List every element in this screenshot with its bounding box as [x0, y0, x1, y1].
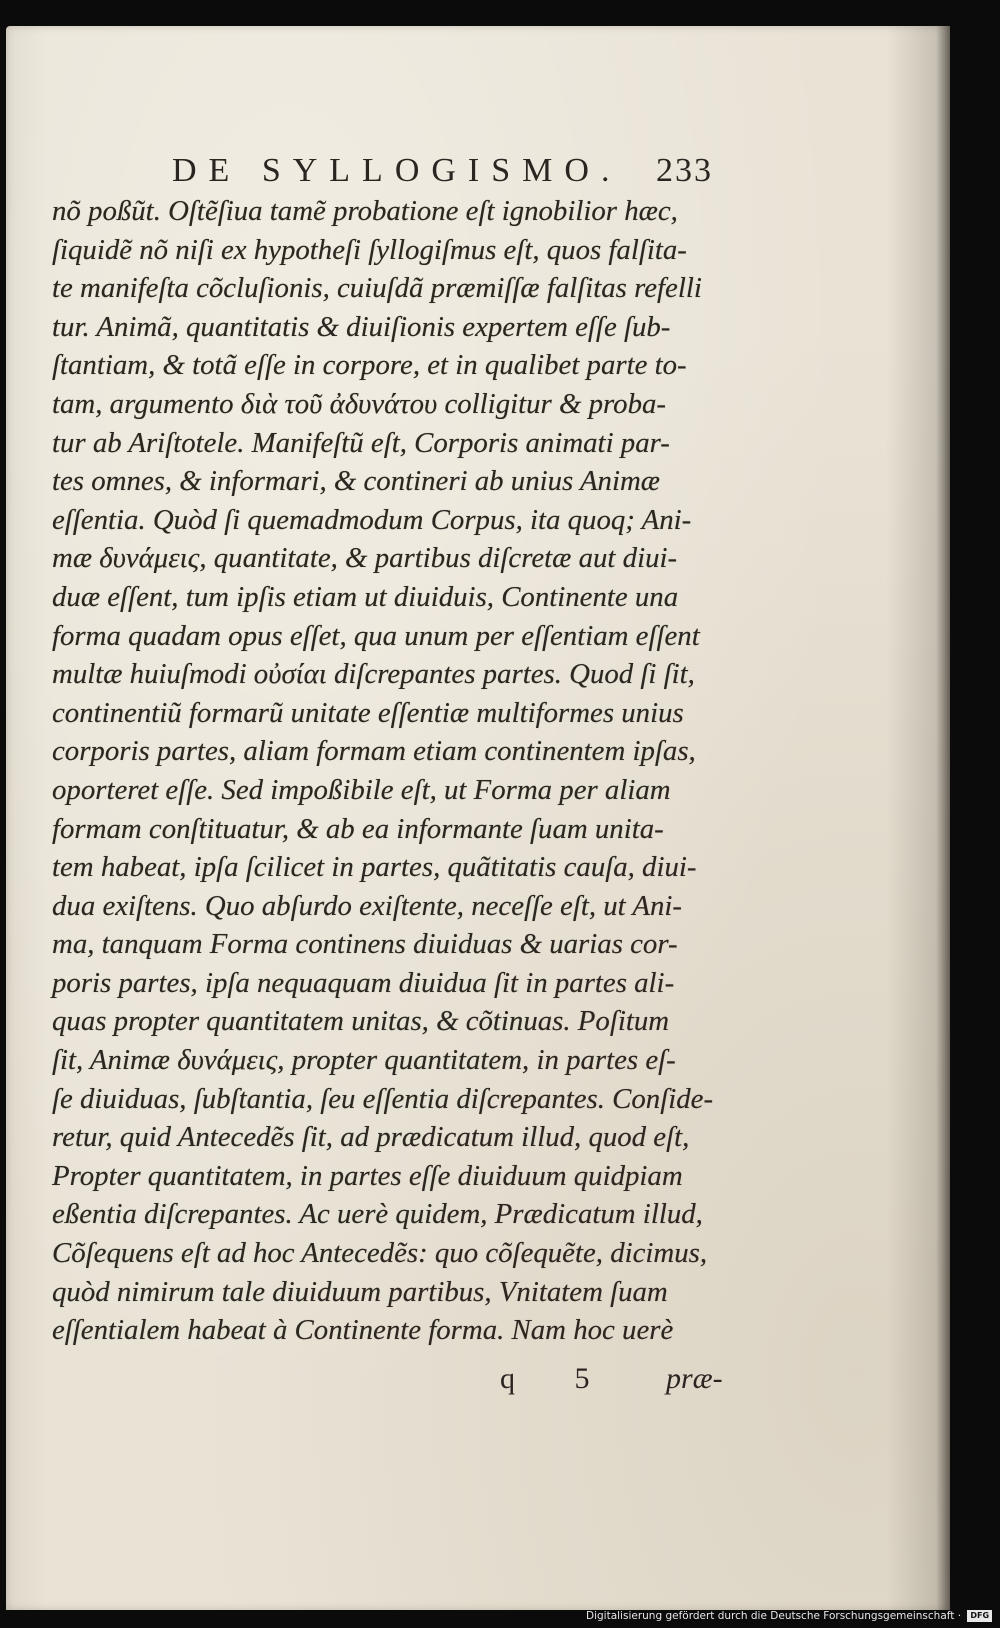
page-footer — [500, 1362, 740, 1402]
text-line: oporteret eſſe. Sed impoßibile eſt, ut Forma per aliam — [52, 773, 671, 806]
credit-text: Digitalisierung gefördert durch die Deutsche Forschungsgemeinschaft · — [586, 1610, 962, 1622]
digitization-credit — [586, 1610, 996, 1626]
text-line: eßentia diſcrepantes. Ac uerè quidem, Prædicatum illud, — [52, 1198, 703, 1231]
page-number: 233 — [656, 152, 713, 189]
text-line: tur. Animã, quantitatis & diuiſionis expertem eſſe ſub- — [52, 310, 671, 343]
text-line: mæ δυνάμεις, quantitate, & partibus diſcretæ aut diui- — [52, 542, 678, 575]
page-binding-shadow — [936, 26, 950, 1610]
text-line: poris partes, ipſa nequaquam diuidua ſit in partes ali- — [52, 966, 675, 999]
text-line: ſe diuiduas, ſubſtantia, ſeu eſſentia diſcrepantes. Conſide- — [52, 1082, 714, 1115]
text-line: ſit, Animæ δυνάμεις, propter quantitatem, in partes eſ- — [52, 1044, 676, 1077]
page-header — [172, 140, 772, 190]
body-text — [52, 192, 732, 1350]
running-title: DE SYLLOGISMO. — [172, 152, 622, 189]
text-line: quòd nimirum tale diuiduum partibus, Vnitatem ſuam — [52, 1275, 668, 1308]
text-line: forma quadam opus eſſet, qua unum per eſſentiam eſſent — [52, 619, 700, 652]
text-line: continentiũ formarũ unitate eſſentiæ multiformes unius — [52, 696, 684, 729]
text-line: eſſentia. Quòd ſi quemadmodum Corpus, ita quoq; Ani- — [52, 503, 692, 536]
text-line: nõ poßũt. Oſtẽſiua tamẽ probatione eſt ignobilior hæc, — [52, 195, 678, 227]
text-line: tam, argumento διὰ τοῦ ἀδυνάτου colligitur & proba- — [52, 387, 666, 420]
text-line: Cõſequens eſt ad hoc Antecedẽs: quo cõſequẽte, dicimus, — [52, 1237, 708, 1270]
catchword: præ- — [666, 1362, 723, 1395]
text-line: multæ huiuſmodi οὐσίαι diſcrepantes partes. Quod ſi ſit, — [52, 658, 695, 691]
text-line: te manifeſta cõcluſionis, cuiuſdã præmiſſæ falſitas refelli — [52, 272, 702, 305]
text-line: duæ eſſent, tum ipſis etiam ut diuiduis, Continente una — [52, 580, 679, 613]
dfg-logo: DFG — [967, 1610, 992, 1622]
text-line: dua exiſtens. Quo abſurdo exiſtente, neceſſe eſt, ut Ani- — [52, 889, 682, 922]
text-line: tem habeat, ipſa ſcilicet in partes, quãtitatis cauſa, diui- — [52, 851, 697, 884]
text-line: retur, quid Antecedẽs ſit, ad prædicatum illud, quod eſt, — [52, 1121, 690, 1154]
text-line: Propter quantitatem, in partes eſſe diuiduum quidpiam — [52, 1159, 683, 1192]
text-line: tes omnes, & informari, & contineri ab unius Animæ — [52, 465, 661, 498]
text-line: eſſentialem habeat à Continente forma. Nam hoc uerè — [52, 1314, 674, 1347]
text-line: quas propter quantitatem unitas, & cõtinuas. Poſitum — [52, 1005, 670, 1038]
text-line: formam conſtituatur, & ab ea informante ſuam unita- — [52, 812, 664, 845]
text-line: ſtantiam, & totã eſſe in corpore, et in qualibet parte to- — [52, 349, 687, 382]
text-line: tur ab Ariſtotele. Manifeſtũ eſt, Corporis animati par- — [52, 426, 670, 459]
text-line: ma, tanquam Forma continens diuiduas & uarias cor- — [52, 928, 678, 961]
text-line: corporis partes, aliam formam etiam continentem ipſas, — [52, 735, 696, 768]
signature-mark: q 5 — [500, 1362, 616, 1395]
text-line: ſiquidẽ nõ niſi ex hypotheſi ſyllogiſmus eſt, quos falſita- — [52, 233, 687, 266]
